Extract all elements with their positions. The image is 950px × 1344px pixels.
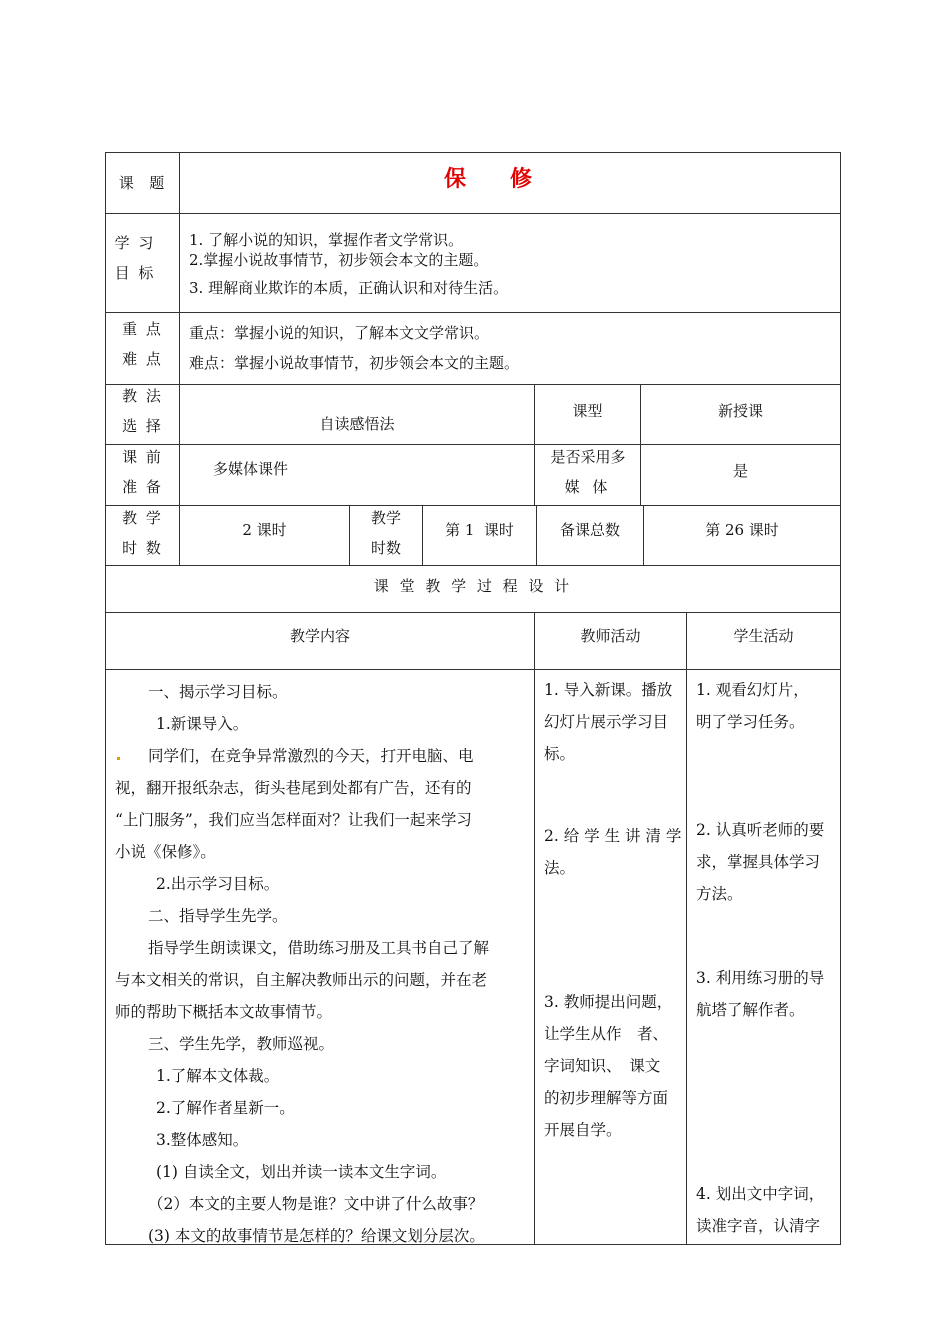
student-activity-3 xyxy=(696,962,824,1026)
row-divider xyxy=(105,444,841,445)
goals-label xyxy=(106,228,164,288)
session-label-line1: 教学 xyxy=(370,509,401,527)
student-activity-line: 3. 利用练习册的导 xyxy=(696,969,825,987)
content-line: 三、学生先学，教师巡视。 xyxy=(148,1035,335,1053)
content-line: (1) 自读全文，划出并读一读本文生字词。 xyxy=(156,1163,447,1181)
method-value: 自读感悟法 xyxy=(319,414,395,433)
content-line: 视，翻开报纸杂志，街头巷尾到处都有广告，还有的 xyxy=(115,779,472,797)
column-header-student: 学生活动 xyxy=(733,626,794,645)
plan-total-label: 备课总数 xyxy=(559,520,620,539)
content-line: 1.了解本文体裁。 xyxy=(156,1067,280,1085)
multimedia-label xyxy=(536,442,640,502)
focus-label xyxy=(106,314,179,374)
goal-item-3: 3. 理解商业欺诈的本质，正确认识和对待生活。 xyxy=(189,279,509,297)
teacher-activity-line: 字词知识、 课文 xyxy=(544,1057,661,1075)
teacher-activity-line: 幻灯片展示学习目 xyxy=(544,713,669,731)
content-line: (3) 本文的故事情节是怎样的？给课文划分层次。 xyxy=(148,1227,485,1245)
row-divider xyxy=(105,213,841,214)
content-line: 1.新课导入。 xyxy=(156,715,249,733)
table-border-right xyxy=(840,152,841,1244)
process-section-title: 课 堂 教 学 过 程 设 计 xyxy=(373,576,573,595)
session-value: 第 1 课时 xyxy=(445,520,514,539)
multimedia-value: 是 xyxy=(732,461,748,480)
method-label xyxy=(106,381,179,441)
student-activities xyxy=(687,670,840,1244)
multimedia-label-line1: 是否采用多 xyxy=(550,448,626,466)
focus-content xyxy=(189,318,829,378)
method-label-line1: 教 法 xyxy=(122,387,163,405)
content-line: 师的帮助下概括本文故事情节。 xyxy=(115,1003,333,1021)
prep-value: 多媒体课件 xyxy=(213,460,289,478)
session-label-line2: 时数 xyxy=(370,539,401,557)
row-divider xyxy=(105,565,841,566)
row-divider xyxy=(105,505,841,506)
content-line: 一、揭示学习目标。 xyxy=(148,683,288,701)
student-activity-line: 2. 认真听老师的要 xyxy=(696,821,825,839)
teacher-activity-3 xyxy=(544,986,672,1146)
difficulty-point: 难点：掌握小说故事情节，初步领会本文的主题。 xyxy=(189,354,520,372)
prep-label-line2: 准 备 xyxy=(122,478,163,496)
method-label-line2: 选 择 xyxy=(122,417,163,435)
scan-artifact-dot xyxy=(117,757,120,760)
goal-item-2: 2.掌握小说故事情节，初步领会本文的主题。 xyxy=(189,251,489,269)
multimedia-label-line2: 媒 体 xyxy=(564,478,612,496)
content-line: “上门服务”，我们应当怎样面对？让我们一起来学习 xyxy=(115,811,472,829)
content-line: 二、指导学生先学。 xyxy=(148,907,288,925)
plan-total-value: 第 26 课时 xyxy=(705,520,779,539)
column-header-teacher: 教师活动 xyxy=(580,626,641,645)
goal-item-1: 1. 了解小说的知识，掌握作者文学常识。 xyxy=(189,231,464,249)
teacher-activity-line: 3. 教师提出问题， xyxy=(544,993,673,1011)
row-divider xyxy=(105,384,841,385)
student-activity-line: 1. 观看幻灯片， xyxy=(696,681,809,699)
student-activity-2 xyxy=(696,814,824,910)
content-line: 小说《保修》。 xyxy=(115,843,216,861)
student-activity-line: 求，掌握具体学习 xyxy=(696,853,821,871)
student-activity-1 xyxy=(696,674,809,738)
student-activity-line: 航塔了解作者。 xyxy=(696,1001,805,1019)
goals-label-line2: 目 标 xyxy=(114,264,156,282)
content-line: 指导学生朗读课文，借助练习册及工具书自己了解 xyxy=(148,939,490,957)
teacher-activity-1 xyxy=(544,674,672,770)
goals-list xyxy=(189,230,829,298)
focus-label-line2: 难 点 xyxy=(122,350,163,368)
hours-label-line1: 教 学 xyxy=(122,509,163,527)
prep-label-line1: 课 前 xyxy=(122,448,163,466)
teacher-activity-line: 开展自学。 xyxy=(544,1121,622,1139)
key-point: 重点：掌握小说的知识，了解本文文学常识。 xyxy=(189,324,490,342)
teacher-activity-2 xyxy=(544,820,681,884)
hours-label xyxy=(106,503,179,563)
lesson-type-value: 新授课 xyxy=(717,401,763,420)
teacher-activity-line: 的初步理解等方面 xyxy=(544,1089,669,1107)
teacher-activities xyxy=(535,670,686,1244)
content-line: 2.出示学习目标。 xyxy=(156,875,280,893)
student-activity-line: 4. 划出文中字词， xyxy=(696,1185,825,1203)
total-hours-value: 2 课时 xyxy=(242,520,287,539)
teacher-activity-line: 1. 导入新课。播放 xyxy=(544,681,673,699)
content-line: 2.了解作者星新一。 xyxy=(156,1099,295,1117)
label-column-divider xyxy=(179,152,180,565)
focus-label-line1: 重 点 xyxy=(122,320,163,338)
content-line: 3.整体感知。 xyxy=(156,1131,249,1149)
student-activity-4 xyxy=(696,1178,824,1242)
student-activity-line: 方法。 xyxy=(696,885,743,903)
goals-label-line1: 学 习 xyxy=(114,234,156,252)
column-header-content: 教学内容 xyxy=(289,626,350,645)
content-line: 同学们，在竞争异常激烈的今天，打开电脑、电 xyxy=(148,747,474,765)
teacher-activity-line: 让学生从作 者、 xyxy=(544,1025,669,1043)
teacher-activity-line: 法。 xyxy=(544,859,576,877)
teacher-activity-line: 2. 给 学 生 讲 清 学 xyxy=(544,827,682,845)
topic-label: 课 题 xyxy=(118,174,167,192)
student-activity-line: 明了学习任务。 xyxy=(696,713,805,731)
hours-label-line2: 时 数 xyxy=(122,539,163,557)
prep-label xyxy=(106,442,179,502)
lesson-type-label: 课型 xyxy=(572,401,603,420)
teacher-activity-line: 标。 xyxy=(544,745,576,763)
student-activity-line: 读准字音，认清字 xyxy=(696,1217,821,1235)
lesson-title: 保修 xyxy=(443,165,576,192)
session-label xyxy=(350,503,422,563)
teaching-content xyxy=(106,670,534,1244)
row-divider xyxy=(105,312,841,313)
content-line: 与本文相关的常识，自主解决教师出示的问题，并在老 xyxy=(115,971,488,989)
row-divider xyxy=(105,612,841,613)
content-line: （2）本文的主要人物是谁？文中讲了什么故事？ xyxy=(148,1195,484,1213)
